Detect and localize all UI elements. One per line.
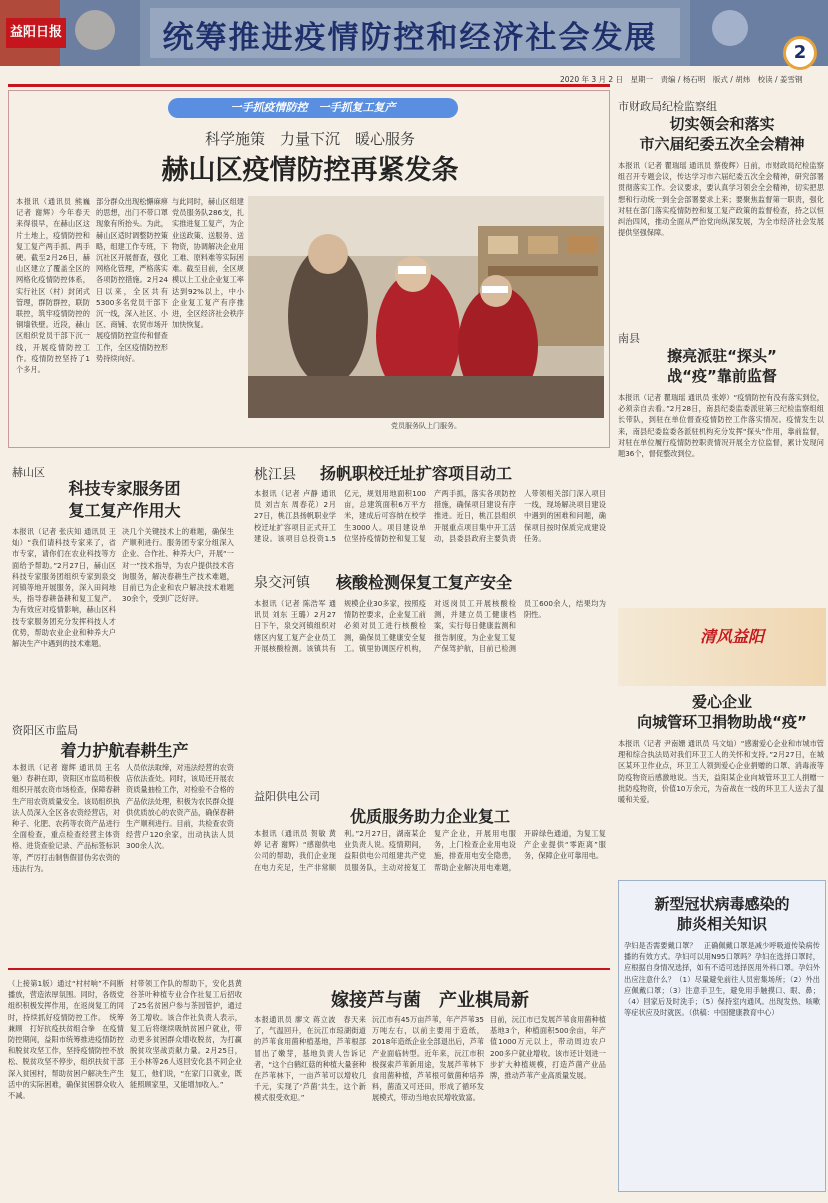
- nanxian-headline-2: 战“疫”靠前监督: [667, 367, 777, 385]
- taojiang-headline: 扬帆职校迁址扩容项目动工: [320, 464, 513, 483]
- ziyang-body-col2: 人员依法取缔，对违法经营的农资店依法查处。同时，该局还开展农资质量抽检工作，对检验不合格的产品依法处理，积极为农民群众提供优质放心的农资产品，确保春耕生产顺利进行。目前，共检查农资经营户120余家，出动执法人员300余人次。: [126, 763, 234, 851]
- right-top-headline-2: 市六届纪委五次全会精神: [639, 135, 805, 153]
- lead-photo-caption: 党员服务队上门服务。: [391, 422, 461, 430]
- taojiang-region-label: 桃江县: [254, 467, 296, 483]
- lead-body-col1: 本报讯（通讯员 熊巍 记者 谢辉）今年春天来得很早，在赫山区这片土地上，疫情防控和复工复产两手抓、两手硬。截至2月26日，赫山区建立了覆盖全区的网格化疫情防控体系，实行社区（村）封闭式管理，群防群控，联防联控，筑牢疫情防控的铜墙铁壁。近段，赫山区组织党员干部下沉一线，开展疫情防控工作。疫情防控坚持了1个多月。: [16, 197, 90, 375]
- heshan-body-col2: 决几个关键技术上的难题，确保生产顺利进行。服务团专家分组深入企业、合作社、种养大户，开展“一对一”技术指导，为农户提供技术咨询服务，解决春耕生产技术难题，目前已为企业和农户解决技术难题30余个，受到广泛好评。: [122, 527, 234, 604]
- right-top-headline-1: 切实领会和落实: [669, 115, 775, 133]
- love-enterprise-headline-1: 爱心企业: [691, 693, 752, 711]
- lead-body-col3: 与此同时，赫山区组建党员服务队286支，扎实推进复工复产，为企业送政策、送服务、送物资，协调解决企业用工难、原料难等实际困难。截至目前，全区规模以上工业企业复工率达到92%以上，中小企业复工复产有序推进，全区经济社会秩序加快恢复。: [172, 197, 244, 330]
- quanjiaohe-headline: 核酸检测保复工复产安全: [336, 573, 513, 592]
- ziyang-headline: 着力护航春耕生产: [60, 741, 189, 760]
- power-company-label: 益阳供电公司: [254, 790, 320, 803]
- love-enterprise-headline-2: 向城管环卫捐物助战“疫”: [637, 713, 807, 731]
- quanjiaohe-region-label: 泉交河镇: [254, 575, 310, 591]
- power-company-body: 本报讯（通讯员 贺敏 黄婷 记者 谢辉）“感谢供电公司的帮助，我们企业现在电力充足，生产非常顺利。”2月27日，湖南某企业负责人说。疫情期间，益阳供电公司组建共产党员服务队，主动对接复工复产企业，开展用电服务，上门检查企业用电设施，排查用电安全隐患，帮助企业解决用电难题，开辟绿色通道，为复工复产企业提供“零距离”服务，保障企业可靠用电。: [254, 829, 606, 872]
- heshan-headline-2: 复工复产作用大: [68, 501, 181, 520]
- nanxian-body: 本报讯（记者 瞿瑞瑶 通讯员 张婷）“疫情防控有没有落实到位，必须亲自去看。”2月28日，南县纪委监委派驻第三纪检监察组组长带队，到驻在单位督查疫情防控工作落实情况。疫情发生以来，南县纪委监委各派驻机构充分发挥“探头”作用，靠前监督，对驻在单位履行疫情防控职责情况开展全方位监督，累计发现问题36个，督促整改到位。: [618, 393, 824, 459]
- ziyang-body-col1: 本报讯（记者 谢辉 通讯员 王名魁）春耕在即，资阳区市监局积极组织开展农资市场检查，保障春耕生产用农资质量安全。该局组织执法人员深入全区各农资经营店，对种子、化肥、农药等农资产品进行全面检查，重点检查经营主体资格、进货查验记录、产品标签标识等，严厉打击制售假冒伪劣农资的违法行为。: [12, 763, 120, 873]
- lead-photo: [248, 196, 604, 418]
- mushroom-body-col2: 沅江市有45万亩芦苇，年产芦苇35万吨左右，以前主要用于造纸，2018年造纸企业全部退出后，芦苇产业面临转型。近年来，沅江市积极探索芦苇新用途，发展芦苇林下食用菌种植，芦苇根可做菌种培养料，菌渣又可还田，形成了循环发展模式，带动当地农民增收致富。: [372, 1015, 484, 1103]
- lead-headline: 赫山区疫情防控再紧发条: [161, 155, 459, 186]
- lead-subtitle: 科学施策 力量下沉 暖心服务: [204, 130, 415, 148]
- nanxian-headline-1: 擦亮派驻“探头”: [667, 347, 777, 365]
- heshan-region-label: 赫山区: [12, 466, 45, 479]
- mushroom-headline: 嫁接芦与菌 产业棋局新: [331, 990, 529, 1011]
- heshan-headline-1: 科技专家服务团: [68, 479, 181, 498]
- heshan-body-col1: 本报讯（记者 张庆知 通讯员 王灿）“我们请科技专家来了，省市专家，请你们在农业科技等方面给予帮助。”2月27日，赫山区科技专家服务团组织专家到泉交河镇等地开展服务，深入田间地头，指导春耕备耕和复工复产。为有效应对疫情影响，赫山区科技专家服务团充分发挥科技人才优势，帮助农业企业和种养大户解决生产中遇到的技术难题。: [12, 527, 116, 649]
- right-top-label: 市财政局纪检监察组: [618, 100, 717, 113]
- newspaper-logo: 益阳日报: [6, 18, 66, 48]
- health-knowledge-body: 孕妇是否需要戴口罩？ 正确佩戴口罩是减少呼吸道传染病传播的有效方式。孕妇可以用N95口罩吗？孕妇在选择口罩时，应根据自身情况选择，如有不适可选择医用外科口罩。孕妇外出应注意什么？（1）尽量避免前往人员密集场所；（2）外出应佩戴口罩；（3）注意手卫生，避免用手触摸口、眼、鼻；（4）回家后及时洗手；（5）保持室内通风。出现发热、咳嗽等症状应及时就医。（供稿：中国健康教育中心）: [624, 941, 820, 1018]
- ziyang-region-label: 资阳区市监局: [12, 724, 78, 737]
- lead-slogan-banner: 一手抓疫情防控 一手抓复工复产: [168, 98, 458, 118]
- clean-wind-brand: 清风益阳: [700, 627, 765, 646]
- continued-story-col2: 村带领工作队的帮助下，安化县黄谷茶叶种植专业合作社复工后招收了25名贫困户参与茶园管护，通过务工增收。该合作社负责人表示，复工后将继续吸纳贫困户就业，带动更多贫困群众增收脱贫，为打赢脱贫攻坚战贡献力量。2月25日，王小林等26人返回安化县不同企业复工，他们说，“在家门口就业，既能照顾家里，又能增加收入。”: [130, 979, 242, 1089]
- page-number: 2: [783, 36, 817, 70]
- mushroom-body-col1: 本报通讯员 廖文 蒋立波 春天来了，气温回升，在沅江市琼湖街道的芦苇食用菌种植基地，芦苇根部冒出了嫩芽，基地负责人告诉记者，“这个白鹤红菇的种植大量套种在芦苇林下，一亩芦苇可以增收几千元，实现了‘芦菌’共生，这个新模式很受欢迎。”: [254, 1015, 366, 1103]
- lead-body-col2: 部分群众出现松懈麻痹的思想，出门不带口罩现象有所抬头。为此，赫山区适时调整防控策略，组建工作专班，下沉社区开展督查，强化网格化管理，严格落实各项防控措施。2月24日以来，全区共有5300多名党员干部下沉一线，深入社区、小区、商铺、农贸市场开展疫情防控宣传和督查工作，全区疫情防控形势持续向好。: [96, 197, 168, 363]
- taojiang-body: 本报讯（记者 卢静 通讯员 刘吉东 周春花）2月27日，桃江县扬帆职业学校迁址扩容项目正式开工建设。该项目总投资1.5亿元，规划用地面积100亩，总建筑面积6万平方米，建成后可容纳在校学生3000人。项目建设单位坚持疫情防控和复工复产两手抓，落实各项防控措施，确保项目建设有序推进。近日，桃江县组织开展重点项目集中开工活动，县委县政府主要负责人带领相关部门深入项目一线，现场解决项目建设中遇到的困难和问题，确保项目按时保质完成建设任务。: [254, 489, 606, 543]
- clean-wind-banner: [618, 608, 826, 686]
- power-company-headline: 优质服务助力企业复工: [349, 807, 510, 826]
- nanxian-region-label: 南县: [618, 332, 640, 345]
- quanjiaohe-body: 本报讯（记者 陈浩军 通讯员 刘东 王璐）2月27日下午，泉交河镇组织对辖区内复工复产企业员工开展核酸检测。该镇共有规模企业30多家，按照疫情防控要求，企业复工前必须对员工进行核酸检测，确保员工健康安全复工。镇里协调医疗机构，对返岗员工开展核酸检测，并建立员工健康档案，实行每日健康监测和报告制度，为企业复工复产保驾护航，目前已检测员工600余人，结果均为阴性。: [254, 599, 606, 653]
- love-enterprise-body: 本报讯（记者 尹南姗 通讯员 马文灿）“感谢爱心企业和市城市管理和综合执法局对我们环卫工人的关怀和支持。”2月27日，在城区某环卫作业点，环卫工人领到爱心企业捐赠的口罩、消毒液等防疫物资后感激地说。当天，益阳某企业向城管环卫工人捐赠一批防疫物资，价值10万余元，为奋战在一线的环卫工人送去了温暖和关爱。: [618, 739, 824, 805]
- lead-top-rule: [8, 84, 610, 87]
- lead-photo-illustration: [248, 196, 604, 418]
- bottom-section-rule: [8, 968, 610, 970]
- continued-story-col1: （上接第1版）通过“村村响”不间断播放，营造浓厚氛围。同时，各级党组织积极发挥作用，在返岗复工的同时，持续抓好疫情防控工作。 统筹兼顾 打好抗疫扶贫组合拳 在疫情防控期间，益阳市统筹推进疫情防控和脱贫攻坚工作，坚持疫情防控不放松、脱贫攻坚不停步，组织扶贫干部深入贫困村，帮助贫困户解决生产生活中的实际困难，确保贫困群众收入不减。: [8, 979, 124, 1101]
- dateline: 2020 年 3 月 2 日 星期一 责编 / 杨石明 版式 / 胡炜 校读 / 姜雪钢: [560, 75, 803, 84]
- right-top-body: 本报讯（记者 瞿瑞瑶 通讯员 蔡俊辉）日前，市财政局纪检监察组召开专题会议，传达学习市六届纪委五次全会精神，研究部署贯彻落实工作。会议要求，要认真学习领会全会精神，切实把思想和行动统一到全会部署要求上来；要聚焦监督第一职责，强化对驻在部门落实疫情防控和复工复产政策的监督检查，持之以恒纠治四风，推动全面从严治党向纵深发展，为全市经济社会发展提供坚强保障。: [618, 161, 824, 238]
- page-banner-title: 统筹推进疫情防控和经济社会发展: [162, 20, 658, 56]
- mushroom-body-col3: 目前，沅江市已发展芦苇食用菌种植基地3个，种植面积500余亩，年产值1000万元以上，带动周边农户200多户就业增收。该市还计划进一步扩大种植规模，打造芦菌产业品牌，推动芦苇产业高质量发展。: [490, 1015, 606, 1081]
- health-knowledge-title-1: 新型冠状病毒感染的: [654, 895, 790, 913]
- health-knowledge-title-2: 肺炎相关知识: [676, 915, 767, 933]
